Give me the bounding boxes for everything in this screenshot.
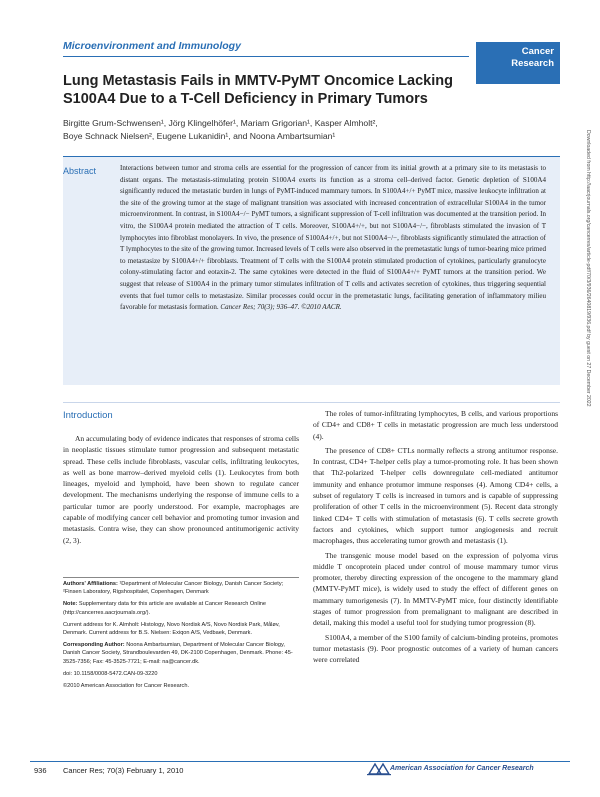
intro-rule — [63, 402, 560, 403]
badge-line-2: Research — [511, 58, 554, 69]
corresponding-label: Corresponding Author: — [63, 642, 125, 649]
publisher-name: American Association for Cancer Research — [390, 765, 534, 772]
note-label: Note: — [63, 601, 78, 608]
journal-citation: Cancer Res; 70(3) February 1, 2010 — [63, 766, 184, 775]
corresponding-text: Noona Ambartsumian, Department of Molecular Cancer Biology, Danish Cancer Society, Strandboulevarden 49, DK-2100 Copenhagen, Denmark. Phone: 45-3525-7356; Fax: 45-3525-7721; E-mail: na@cancer.dk. — [63, 642, 293, 665]
copyright: ©2010 American Association for Cancer Research. — [63, 683, 190, 690]
intro-heading: Introduction — [63, 410, 113, 421]
supplementary-note — [63, 600, 299, 616]
notes-rule — [63, 577, 299, 578]
download-watermark-text: Downloaded from http://aacrjournals.org/cancerres/article-pdf/70/3/936/2640819/936.pdf by guest on 27 December 2022 — [585, 130, 591, 407]
section-label: Microenvironment and Immunology — [63, 40, 241, 52]
page-number: 936 — [34, 766, 47, 775]
author-list — [63, 117, 483, 143]
authors-line-1: Birgitte Grum-Schwensen¹, Jörg Klingelhöfer¹, Mariam Grigorian¹, Kasper Almholt², — [63, 118, 378, 128]
article-title: Lung Metastasis Fails in MMTV-PyMT Oncomice Lacking S100A4 Due to a T-Cell Deficiency in Primary Tumors — [63, 73, 453, 107]
download-watermark — [583, 130, 593, 670]
intro-paragraph-4: The transgenic mouse model based on the expression of polyoma virus middle T oncoprotein placed under control of mouse mammary tumor virus promoter, thereby directing expression of the oncogene to the mammary gland (MMTV-PyMT mice), is widely used to study the effect of different genes on mammary tumorigenesis (7). In MMTV-PyMT mice, four distinctly identifiable stages of tumor progression from premalignant to malignant are described in detail, making this model a useful tool for studying tumor progression (8). — [313, 550, 558, 628]
header-rule — [63, 56, 469, 57]
intro-paragraph-1: An accumulating body of evidence indicates that responses of stroma cells in neoplastic tissues stimulate tumor progression and subsequent metastatic spread. These cells include fibroblasts, vascular cells, infiltrating leukocytes, as well as bone marrow–derived myeloid cells (1). Leukocytes from both lineages, myeloid and lymphoid, have been shown to regulate cancer development. The mechanisms underlying the response of immune cells to a particular tumor are poorly understood. For example, macrophages are capable of modifying cancer cell behavior and promoting tumor invasion and metastasis. Contra wise, they can show pronounced antitumorigenic activity (2, 3). — [63, 434, 299, 545]
badge-line-1: Cancer — [521, 46, 554, 57]
journal-badge — [476, 42, 560, 84]
affiliations-text: ¹Department of Molecular Cancer Biology, Danish Cancer Society; ²Finsen Laboratory, Rigshospitalet, Copenhagen, Denmark — [63, 581, 284, 596]
corresponding-author-note — [63, 641, 299, 666]
intro-paragraph-3: The presence of CD8+ CTLs normally reflects a strong antitumor response. In contrast, CD4+ T-helper cells play a tumor-promoting role. It has been shown that Th2-polarized T-helper cells downregulate cell-mediated antitumor immunity and enhance protumor immune responses (4). Among CD4+ cells, a subset of regulatory T cells is increased in tumors and is capable of suppressing proliferation of other T cells in the microenvironment (5). Recent data strongly linked CD4+ T cells with stimulation of metastasis (6). T cells secrete growth factors and cytokines, which support tumor angiogenesis and recruit macrophages, thus accelerating tumor growth and metastasis (1). — [313, 445, 558, 546]
abstract-citation: Cancer Res; 70(3); 936–47. ©2010 AACR. — [220, 303, 342, 312]
affiliations-label: Authors' Affiliations: — [63, 581, 118, 587]
authors-line-2: Boye Schnack Nielsen², Eugene Lukanidin¹, and Noona Ambartsumian¹ — [63, 131, 336, 141]
abstract-body — [120, 163, 546, 314]
doi: doi: 10.1158/0008-5472.CAN-09-3220 — [63, 670, 158, 677]
intro-paragraph-5: S100A4, a member of the S100 family of calcium-binding proteins, promotes tumor metastasis (9). Poor prognostic outcomes of a variety of human cancers were correlated — [313, 632, 558, 665]
abstract-text: Interactions between tumor and stroma cells are essential for the progression of cancer from its initial growth at a primary site to its metastasis to distant organs. The metastasis-stimulating protein S100A4 exerts its function as a stroma cell–derived factor. Genetic depletion of S100A4 significantly reduced the metastatic burden in lungs of PyMT-induced mammary tumors. In S100A4+/+ PyMT mice, massive leukocyte infiltration at the site of the growing tumor at the stage of malignant transition was associated with increased concentration of extracellular S100A4 in the tumor microenvironment. In contrast, in S100A4−/− PyMT tumors, a significant suppression of T-cell infiltration was documented at the transition period. In vitro, the S100A4 protein mediated the attraction of T cells. Moreover, S100A4+/+, but not S100A4−/−, fibroblasts stimulated the invasion of T lymphocytes into fibroblast monolayers. In vivo, the presence of S100A4+/+, but not S100A4−/−, fibroblasts significantly stimulated the attraction of T lymphocytes to the site of the growing tumor. Increased levels of T cells were also observed in the premetastatic lungs of tumor-bearing mice primed to metastasize by S100A4+/+ fibroblasts. Treatment of T cells with the S100A4 protein stimulated production of cytokines, particularly granulocyte colony-stimulating factor and eotaxin-2. The same cytokines were detected in the fluid of S100A4+/+ PyMT tumors at the transition period. We suggest that release of S100A4 in the primary tumor stimulates infiltration of T cells and activates secretion of cytokines, thus triggering sequential events that fuel tumor cells to metastasize. Similar processes could occur in the premetastatic lungs, facilitating generation of inflammatory milieu favorable for metastasis formation. — [120, 164, 546, 312]
affiliations-note — [63, 580, 299, 596]
current-address-note: Current address for K. Almholt: Histology, Novo Nordisk A/S, Novo Nordisk Park, Måløv, Denmark. Current address for B.S. Nielsen: Exiqon A/S, Vedbaek, Denmark. — [63, 621, 280, 637]
left-column — [63, 433, 299, 546]
footnotes — [63, 580, 299, 694]
intro-paragraph-2: The roles of tumor-infiltrating lymphocytes, B cells, and various proportions of CD4+ and CD8+ T cells in metastatic progression are much less understood (4). — [313, 409, 558, 441]
note-text: Supplementary data for this article are available at Cancer Research Online (http://cancerres.aacrjournals.org/). — [63, 601, 267, 616]
right-column — [313, 408, 558, 669]
abstract-heading: Abstract — [63, 166, 97, 176]
